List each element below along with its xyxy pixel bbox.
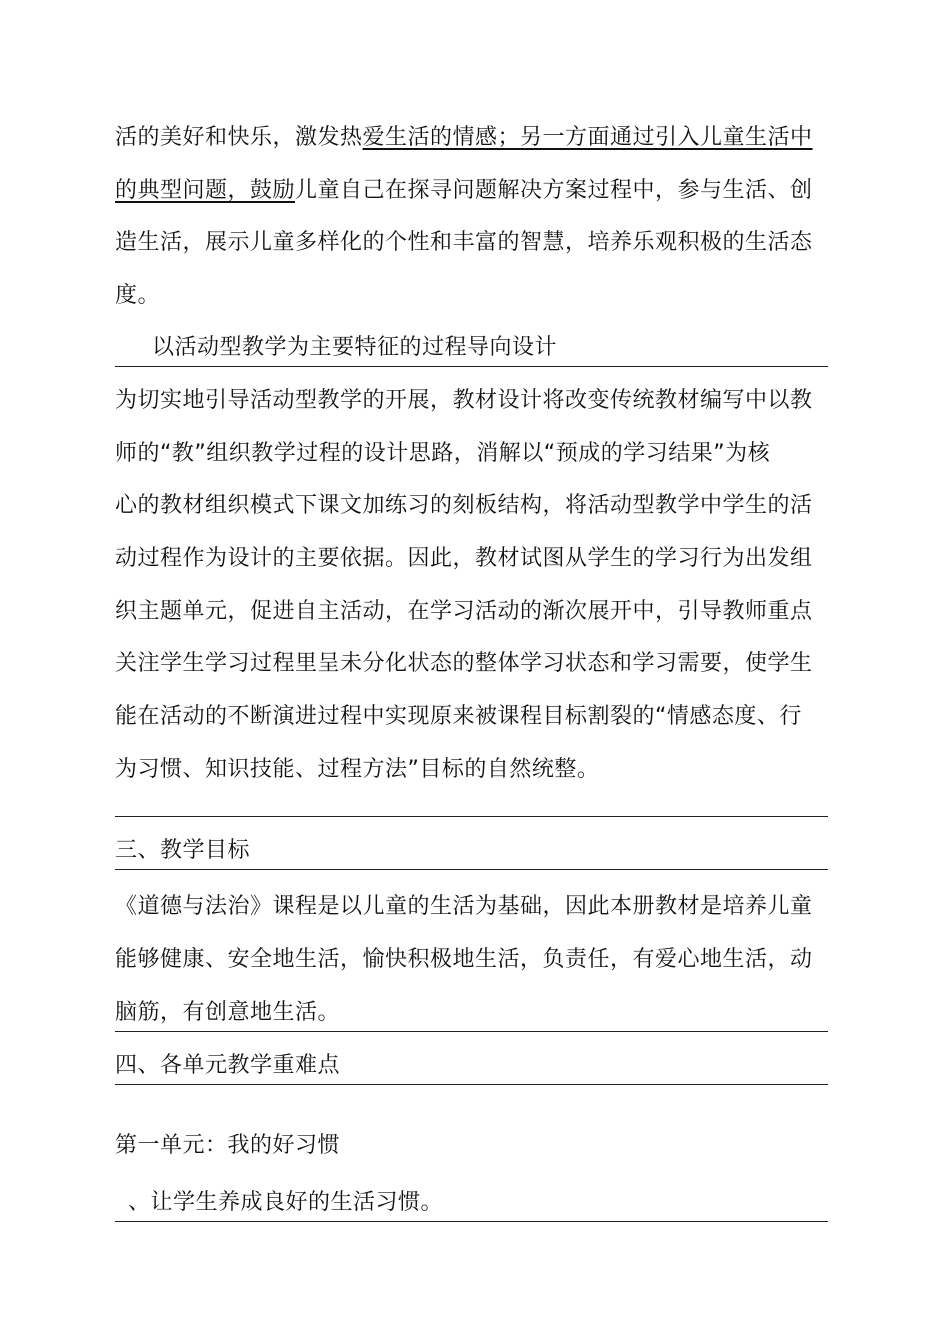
- paragraph-line: 《道德与法治》课程是以儿童的生活为基础，因此本册教材是培养儿童: [115, 894, 813, 919]
- paragraph-line: 能在活动的不断演进过程中实现原来被课程目标割裂的“情感态度、行: [115, 704, 802, 729]
- divider-line: [115, 869, 828, 870]
- paragraph-line: 脑筋，有创意地生活。: [115, 1000, 341, 1025]
- paragraph-line: 师的“教”组织教学过程的设计思路，消解以“预成的学习结果”为核: [115, 441, 771, 466]
- paragraph-line: 为习惯、知识技能、过程方法”目标的自然统整。: [115, 757, 600, 782]
- paragraph-line: [115, 123, 813, 153]
- divider-line: [115, 816, 828, 817]
- paragraph-line: 关注学生学习过程里呈未分化状态的整体学习状态和学习需要，使学生: [115, 651, 813, 676]
- underlined-text: 爱生活的情感；另一方面通过引入儿童生活中: [362, 125, 813, 150]
- paragraph-line: 能够健康、安全地生活，愉快积极地生活，负责任，有爱心地生活，动: [115, 947, 813, 972]
- paragraph-line: [115, 176, 813, 206]
- underlined-text: 的典型问题，鼓励: [115, 178, 296, 203]
- paragraph-line: 造生活，展示儿童多样化的个性和丰富的智慧，培养乐观积极的生活态: [115, 230, 813, 255]
- paragraph-line: 度。: [115, 283, 161, 308]
- text-span: 儿童自己在探寻问题解决方案过程中，参与生活、创: [295, 178, 813, 203]
- divider-line: [115, 1221, 828, 1222]
- section-heading-activity: 以活动型教学为主要特征的过程导向设计: [152, 335, 558, 360]
- section-heading-goals: 三、教学目标: [115, 838, 251, 863]
- text-span: 活的美好和快乐，激发热: [115, 125, 363, 150]
- divider-line: [115, 1084, 828, 1085]
- unit-item: 、让学生养成良好的生活习惯。: [128, 1190, 444, 1215]
- paragraph-line: 动过程作为设计的主要依据。因此，教材试图从学生的学习行为出发组: [115, 546, 813, 571]
- paragraph-line: 织主题单元，促进自主活动，在学习活动的渐次展开中，引导教师重点: [115, 599, 813, 624]
- unit-title: 第一单元：我的好习惯: [115, 1133, 341, 1158]
- paragraph-line: 为切实地引导活动型教学的开展，教材设计将改变传统教材编写中以教: [115, 388, 813, 413]
- section-heading-units: 四、各单元教学重难点: [115, 1053, 341, 1078]
- paragraph-line: 心的教材组织模式下课文加练习的刻板结构，将活动型教学中学生的活: [115, 493, 813, 518]
- divider-line: [115, 366, 828, 367]
- divider-line: [115, 1031, 828, 1032]
